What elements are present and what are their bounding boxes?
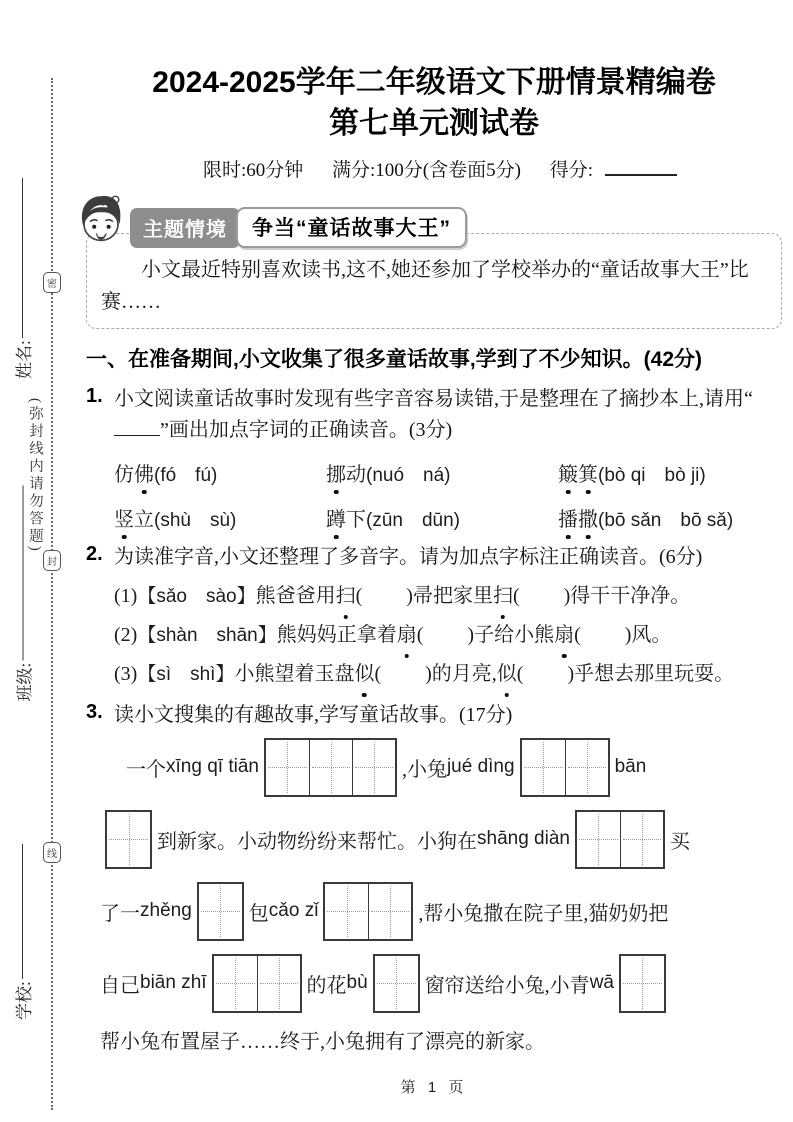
- time-limit: 限时:60分钟: [203, 160, 304, 181]
- word-nuodong[interactable]: 挪动(nuó ná): [326, 458, 558, 487]
- page-number: 第 1 页: [400, 1079, 468, 1097]
- question-3-line-5: 帮小兔布置屋子……终于,小兔拥有了漂亮的新家。: [100, 1031, 545, 1054]
- question-2-item-1: (1)【sǎo sào】熊爸爸用扫( )帚把家里扫( )得干干净净。: [114, 581, 782, 612]
- question-2-stem: 为读准字音,小文还整理了多音字。请为加点字标注正确读音。(6分): [114, 546, 703, 569]
- question-3-stem: 读小文搜集的有趣故事,学写童话故事。(17分): [114, 704, 513, 727]
- word-bosa[interactable]: 播撒(bō sǎn bō sǎ): [558, 503, 782, 532]
- paper-title-line1: 2024-2025学年二年级语文下册情景精编卷: [152, 66, 716, 99]
- class-label: 班级:: [15, 662, 34, 702]
- answer-paren-blank[interactable]: ( ): [516, 663, 575, 686]
- theme-title: 争当“童话故事大王”: [236, 207, 467, 248]
- question-3-line-1: 一个 xīng qī tiān ,小兔 jué dìng bān: [86, 731, 782, 803]
- question-2-number: 2.: [86, 543, 103, 566]
- section-one-heading: 一、在准备期间,小文收集了很多童话故事,学到了不少知识。(42分): [86, 348, 703, 371]
- seal-note: (弥封线内请勿答题): [27, 398, 43, 554]
- item-1-options: 【sǎo sào】: [137, 586, 256, 608]
- writing-grid-3cells[interactable]: [264, 738, 397, 797]
- seal-stamp-mi: 密: [43, 272, 61, 293]
- writing-grid-1cell[interactable]: [373, 954, 420, 1013]
- writing-grid-1cell[interactable]: [197, 882, 244, 941]
- question-3-line-2: 到新家。小动物纷纷来帮忙。小狗在 shāng diàn 买: [86, 803, 782, 875]
- item-1-number: (1): [114, 585, 138, 608]
- word-shuli[interactable]: 竖立(shù sù): [114, 503, 326, 532]
- word-fangfu[interactable]: 仿佛(fó fú): [114, 458, 326, 487]
- answer-paren-blank[interactable]: ( ): [374, 663, 432, 686]
- item-3-number: (3): [114, 663, 138, 686]
- answer-paren-blank[interactable]: ( ): [355, 585, 413, 608]
- writing-grid-1cell[interactable]: [619, 954, 666, 1013]
- question-1-stem-part2: ”画出加点字词的正确读音。(3分): [160, 419, 453, 442]
- score-blank-line[interactable]: [605, 162, 677, 176]
- question-1-word-grid: [114, 458, 782, 532]
- answer-paren-blank[interactable]: ( ): [416, 624, 475, 647]
- writing-grid-2cells[interactable]: [575, 810, 665, 869]
- item-2-number: (2): [114, 624, 138, 647]
- writing-grid-2cells[interactable]: [212, 954, 302, 1013]
- paper-title-line2: 第七单元测试卷: [329, 106, 539, 140]
- exam-info-line: [86, 155, 782, 182]
- question-1-stem-part1: 小文阅读童话故事时发现有些字音容易读错,于是整理在了摘抄本上,请用“: [114, 388, 753, 411]
- scenario-intro-text: 小文最近特别喜欢读书,这不,她还参加了学校举办的“童话故事大王”比赛……: [101, 259, 749, 313]
- writing-grid-2cells[interactable]: [323, 882, 413, 941]
- seal-stamp-feng: 封: [43, 550, 61, 571]
- student-school-field: [9, 770, 35, 1020]
- question-2-item-2: (2)【shàn shān】熊妈妈正拿着扇( )子给小熊扇( )风。: [114, 620, 782, 651]
- item-2-options: 【shàn shān】: [137, 625, 277, 647]
- score-label: 得分:: [549, 160, 593, 181]
- question-3-line-4: 自己 biān zhī 的花 bù 窗帘送给小兔,小青 wā: [86, 947, 782, 1019]
- item-3-options: 【sì shì】: [137, 664, 235, 686]
- name-label: 姓名:: [14, 340, 34, 379]
- theme-banner: [74, 192, 782, 248]
- writing-grid-2cells[interactable]: [520, 738, 610, 797]
- theme-badge: 主题情境: [130, 208, 240, 248]
- class-blank-line[interactable]: [22, 486, 23, 661]
- question-2-item-3: (3)【sì shì】小熊望着玉盘似( )的月亮,似( )乎想去那里玩耍。: [114, 659, 782, 690]
- question-1: [86, 384, 782, 446]
- name-blank-line[interactable]: [22, 178, 23, 338]
- writing-grid-1cell[interactable]: [105, 810, 152, 869]
- school-label: 学校:: [14, 981, 34, 1020]
- answer-paren-blank[interactable]: ( ): [574, 624, 632, 647]
- answer-paren-blank[interactable]: ( ): [512, 585, 571, 608]
- student-name-field: [9, 139, 35, 379]
- seal-dotted-line: [51, 78, 53, 1110]
- question-3-line-3: 了一 zhěng 包 cǎo zǐ ,帮小兔撒在院子里,猫奶奶把: [86, 875, 782, 947]
- word-boji[interactable]: 簸箕(bò qi bò ji): [558, 458, 782, 487]
- main-content: [86, 0, 782, 1097]
- seal-stamp-xian: 线: [43, 842, 61, 863]
- question-1-number: 1.: [86, 385, 103, 408]
- boy-avatar-icon: [74, 192, 128, 248]
- question-2: [86, 542, 782, 573]
- question-3-number: 3.: [86, 701, 103, 724]
- question-1-stem: [114, 384, 782, 446]
- word-dunxia[interactable]: 蹲下(zūn dūn): [326, 503, 558, 532]
- full-score: 满分:100分(含卷面5分): [332, 160, 521, 181]
- school-blank-line[interactable]: [22, 844, 23, 979]
- question-3: [86, 700, 782, 731]
- question-1-blank[interactable]: [114, 422, 160, 436]
